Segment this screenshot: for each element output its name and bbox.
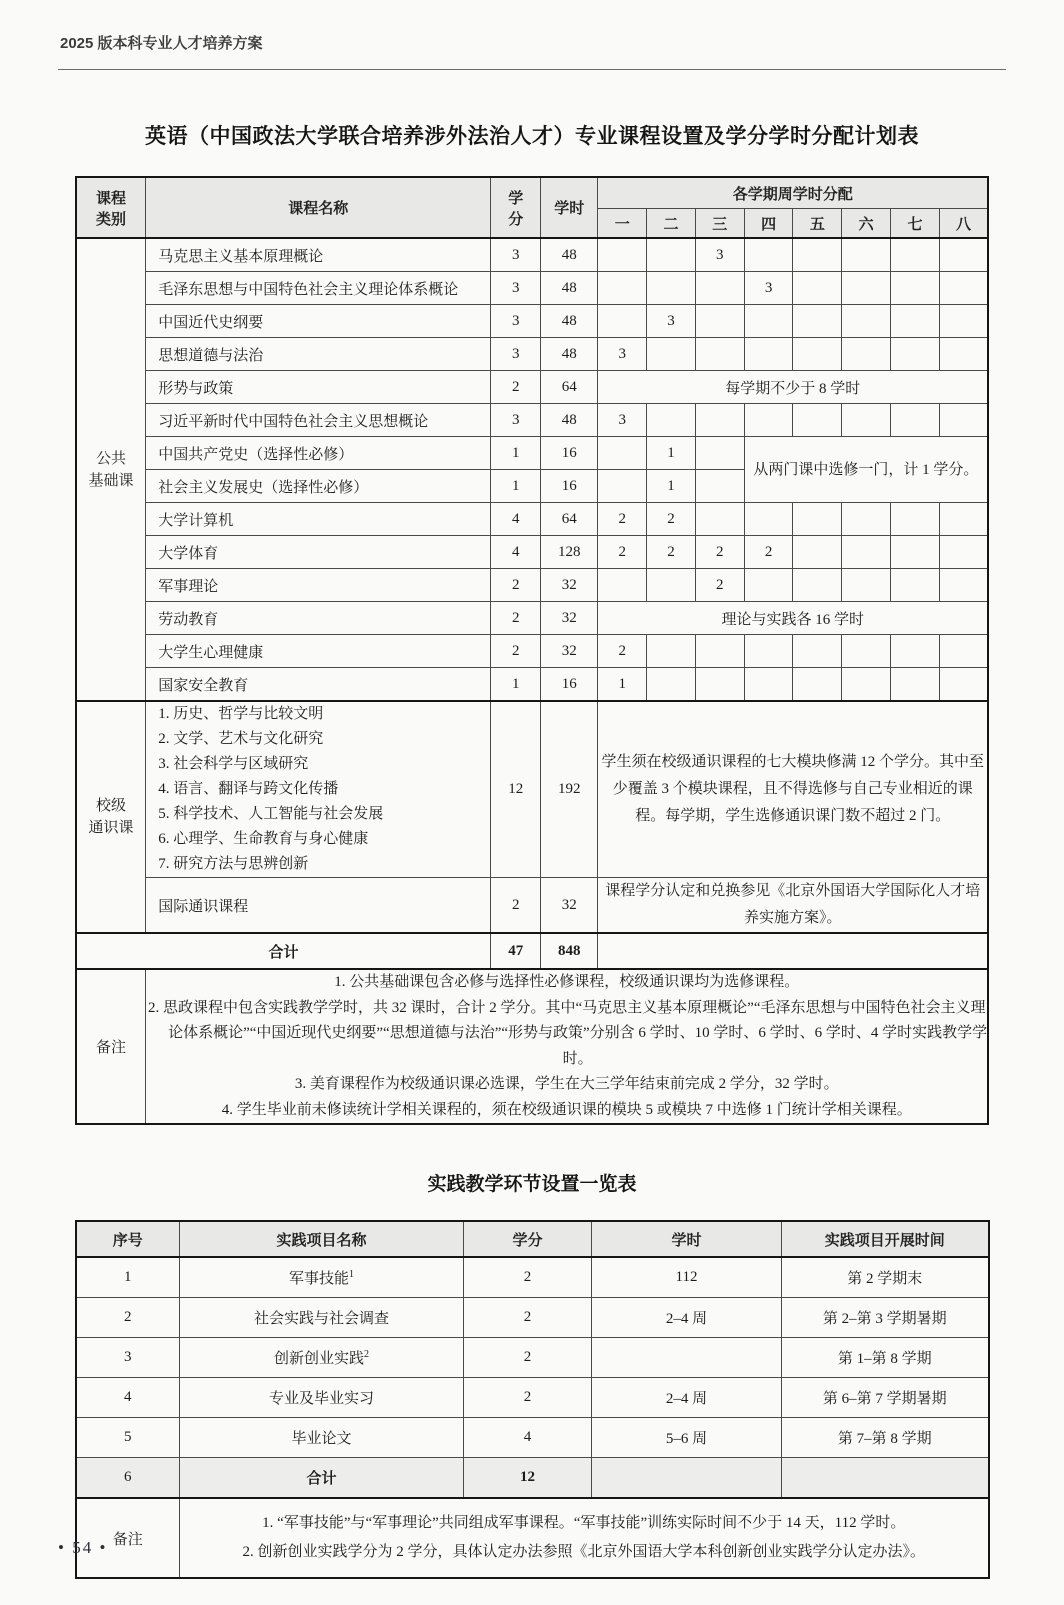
practice-row: [76, 1378, 989, 1418]
semester-cell: [598, 470, 647, 503]
hours-cell: 48: [541, 338, 598, 371]
course-name: 毛泽东思想与中国特色社会主义理论体系概论: [146, 272, 491, 305]
category-cell-general: 校级 通识课: [76, 701, 146, 933]
semester-cell: [695, 635, 744, 668]
header-credits: 学 分: [491, 177, 541, 238]
total-empty-cell: [598, 933, 988, 969]
semester-cell: 2: [647, 503, 696, 536]
header-semester-5: 五: [793, 209, 842, 239]
hours-cell: 2–4 周: [592, 1378, 782, 1418]
schedule-cell: [782, 1458, 989, 1499]
header-no: 序号: [76, 1221, 180, 1257]
category-cell-public: 公共 基础课: [76, 238, 146, 701]
credits-cell: 3: [491, 404, 541, 437]
practice-row: [76, 1257, 989, 1298]
schedule-cell: 第 6–第 7 学期暑期: [782, 1378, 989, 1418]
schedule-cell: 第 2 学期末: [782, 1257, 989, 1298]
semester-cell: [939, 238, 988, 272]
semester-cell: [939, 404, 988, 437]
hours-cell: 2–4 周: [592, 1298, 782, 1338]
hours-cell: 48: [541, 238, 598, 272]
hours-cell: 32: [541, 878, 598, 934]
credits-cell: 2: [491, 569, 541, 602]
course-name: 习近平新时代中国特色社会主义思想概论: [146, 404, 491, 437]
hours-cell: 64: [541, 371, 598, 404]
module-item: 4. 语言、翻译与跨文化传播: [158, 781, 339, 797]
hours-cell: [592, 1458, 782, 1499]
semester-cell: [744, 668, 793, 702]
total-hours: 848: [541, 933, 598, 969]
header-semester-group: 各学期周学时分配: [598, 177, 988, 209]
semester-cell: [939, 668, 988, 702]
total-credits: 47: [491, 933, 541, 969]
row-no: 2: [76, 1298, 180, 1338]
hours-cell: 16: [541, 437, 598, 470]
credits-cell: 2: [464, 1298, 592, 1338]
semester-cell: [793, 238, 842, 272]
semester-cell: [744, 404, 793, 437]
practice-table-title: 实践教学环节设置一览表: [427, 1174, 637, 1195]
course-row: [76, 635, 988, 668]
semester-cell: [744, 238, 793, 272]
project-name: 创新创业实践$^2$: [180, 1338, 464, 1378]
hours-cell: 48: [541, 305, 598, 338]
semester-cell: [744, 503, 793, 536]
semester-cell: [939, 305, 988, 338]
semester-cell: [891, 635, 940, 668]
semester-cell: 2: [598, 503, 647, 536]
curriculum-table-head: [76, 177, 988, 238]
course-name: 形势与政策: [146, 371, 491, 404]
credits-cell: 3: [491, 238, 541, 272]
course-name: 社会主义发展史（选择性必修）: [146, 470, 491, 503]
document-header-text: 2025 版本科专业人才培养方案: [60, 35, 263, 52]
semester-cell: [695, 404, 744, 437]
semester-cell: 1: [647, 470, 696, 503]
semester-cell: [939, 536, 988, 569]
course-row: [76, 305, 988, 338]
total-label: 合计: [180, 1458, 464, 1499]
semester-cell: [598, 272, 647, 305]
semester-cell: [793, 569, 842, 602]
semester-cell: [793, 305, 842, 338]
semester-cell: [647, 668, 696, 702]
hours-cell: 128: [541, 536, 598, 569]
practice-row: [76, 1298, 989, 1338]
course-name: 马克思主义基本原理概论: [146, 238, 491, 272]
module-item: 5. 科学技术、人工智能与社会发展: [158, 806, 384, 822]
course-row: [76, 602, 988, 635]
semester-cell: [793, 503, 842, 536]
semester-cell: [842, 404, 891, 437]
remarks-label: 备注: [76, 1498, 180, 1578]
course-row: [76, 404, 988, 437]
semester-cell: [842, 569, 891, 602]
footnote-mark: 1: [349, 1269, 354, 1280]
semester-cell: [647, 338, 696, 371]
hours-cell: 64: [541, 503, 598, 536]
semester-cell: 2: [598, 635, 647, 668]
semester-cell: [744, 635, 793, 668]
credits-cell: 2: [491, 635, 541, 668]
semester-cell: [793, 668, 842, 702]
hours-cell: 5–6 周: [592, 1418, 782, 1458]
credits-cell: 3: [491, 305, 541, 338]
semester-cell: [744, 305, 793, 338]
row-no: 1: [76, 1257, 180, 1298]
semester-cell: [891, 305, 940, 338]
header-category: 课程 类别: [76, 177, 146, 238]
semester-cell: 3: [647, 305, 696, 338]
credits-cell: 2: [464, 1378, 592, 1418]
course-name: 劳动教育: [146, 602, 491, 635]
hours-cell: 16: [541, 470, 598, 503]
semester-cell: 2: [647, 536, 696, 569]
hours-cell: 48: [541, 272, 598, 305]
credits-cell: 4: [464, 1418, 592, 1458]
semester-cell: 2: [598, 536, 647, 569]
semester-cell: [891, 272, 940, 305]
semester-cell: 2: [744, 536, 793, 569]
practice-row: [76, 1418, 989, 1458]
practice-total-row: [76, 1458, 989, 1499]
course-name: 中国共产党史（选择性必修）: [146, 437, 491, 470]
module-item: 7. 研究方法与思辨创新: [158, 856, 309, 872]
credits-cell: 1: [491, 437, 541, 470]
semester-cell: [842, 635, 891, 668]
schedule-cell: 第 1–第 8 学期: [782, 1338, 989, 1378]
semester-cell: [842, 338, 891, 371]
semester-cell: [695, 338, 744, 371]
semester-cell: [842, 668, 891, 702]
semester-cell: 3: [695, 238, 744, 272]
remarks-label: 备注: [76, 969, 146, 1124]
semester-cell: 2: [695, 569, 744, 602]
semester-cell: [744, 338, 793, 371]
semester-cell: [598, 437, 647, 470]
practice-remarks-row: [76, 1498, 989, 1578]
module-item: 3. 社会科学与区域研究: [158, 756, 309, 772]
course-name: 大学生心理健康: [146, 635, 491, 668]
hours-cell: [592, 1338, 782, 1378]
hours-cell: 32: [541, 635, 598, 668]
hours-cell: 112: [592, 1257, 782, 1298]
hours-cell: 32: [541, 602, 598, 635]
document-header: [58, 26, 1006, 70]
semester-cell: [793, 404, 842, 437]
remark-item: 4. 学生毕业前未修读统计学相关课程的，须在校级通识课的模块 5 或模块 7 中选修 1 门统计学相关课程。: [221, 1101, 912, 1118]
header-project-name: 实践项目名称: [180, 1221, 464, 1257]
credits-cell: 2: [491, 371, 541, 404]
row-no: 6: [76, 1458, 180, 1499]
semester-cell: [891, 668, 940, 702]
semester-cell: [647, 404, 696, 437]
semester-cell: 3: [744, 272, 793, 305]
course-row: [76, 437, 988, 470]
row-no: 3: [76, 1338, 180, 1378]
remark-item: 1. 公共基础课包含必修与选择性必修课程，校级通识课均为选修课程。: [334, 974, 800, 990]
semester-cell: [647, 569, 696, 602]
semester-cell: [939, 569, 988, 602]
semester-cell: [939, 635, 988, 668]
total-row: [76, 933, 988, 969]
project-name: 军事技能$^1$: [180, 1257, 464, 1298]
header-semester-3: 三: [695, 209, 744, 239]
semester-cell: [842, 503, 891, 536]
general-modules-row: [76, 701, 988, 878]
semester-cell: [842, 238, 891, 272]
course-row: [76, 668, 988, 702]
semester-cell: [647, 635, 696, 668]
header-semester-7: 七: [891, 209, 940, 239]
semester-cell: [793, 338, 842, 371]
header-hours: 学时: [592, 1221, 782, 1257]
course-name: 中国近代史纲要: [146, 305, 491, 338]
module-item: 6. 心理学、生命教育与身心健康: [158, 831, 369, 847]
row-no: 5: [76, 1418, 180, 1458]
curriculum-table: [75, 176, 989, 1125]
semester-cell: [695, 272, 744, 305]
semester-cell: [891, 569, 940, 602]
project-name: 社会实践与社会调查: [180, 1298, 464, 1338]
remark-item: 2. 创新创业实践学分为 2 学分，具体认定办法参照《北京外国语大学本科创新创业实践学分认定办法》。: [242, 1544, 925, 1560]
schedule-cell: 第 7–第 8 学期: [782, 1418, 989, 1458]
credits-cell: 1: [491, 668, 541, 702]
semester-cell: [891, 338, 940, 371]
schedule-cell: 第 2–第 3 学期暑期: [782, 1298, 989, 1338]
module-item: 2. 文学、艺术与文化研究: [158, 731, 324, 747]
semester-cell: [598, 238, 647, 272]
semester-cell: [744, 569, 793, 602]
semester-cell: [891, 536, 940, 569]
remark-item: 1. “军事技能”与“军事理论”共同组成军事课程。“军事技能”训练实际时间不少于 14 天，112 学时。: [262, 1515, 906, 1531]
course-row: [76, 238, 988, 272]
practice-table: [75, 1220, 990, 1579]
semester-cell: [939, 503, 988, 536]
course-row: [76, 371, 988, 404]
credits-cell: 2: [464, 1257, 592, 1298]
credits-cell: 4: [491, 503, 541, 536]
module-item: 1. 历史、哲学与比较文明: [158, 706, 324, 722]
credits-cell: 4: [491, 536, 541, 569]
semester-cell: [891, 404, 940, 437]
semester-cell: [842, 536, 891, 569]
semester-cell: [647, 238, 696, 272]
hours-cell: 192: [541, 701, 598, 878]
footnote-mark: 2: [364, 1349, 369, 1360]
total-label: 合计: [76, 933, 491, 969]
course-name: 军事理论: [146, 569, 491, 602]
remarks-content: [146, 969, 988, 1124]
credits-cell: 12: [491, 701, 541, 878]
semester-cell: 3: [598, 338, 647, 371]
remark-item: 2. 思政课程中包含实践教学学时，共 32 课时，合计 2 学分。其中“马克思主义基本原理概论”“毛泽东思想与中国特色社会主义理论体系概论”“中国近现代史纲要”“思想道德与法治”“形势与政策”分别含 6 学时、10 学时、6 学时、6 学时、4 学时实践教学学时。: [148, 999, 988, 1067]
course-name: 思想道德与法治: [146, 338, 491, 371]
semester-cell: [939, 338, 988, 371]
semester-cell: [842, 272, 891, 305]
row-no: 4: [76, 1378, 180, 1418]
credits-cell: 2: [491, 878, 541, 934]
semester-cell: [891, 503, 940, 536]
page-number: • 54 •: [58, 1538, 108, 1557]
page-title: 英语（中国政法大学联合培养涉外法治人才）专业课程设置及学分学时分配计划表: [145, 125, 919, 148]
credits-cell: 2: [464, 1338, 592, 1378]
project-name: 毕业论文: [180, 1418, 464, 1458]
general-modules-list: [146, 701, 491, 878]
course-name: 国际通识课程: [146, 878, 491, 934]
semester-cell: [647, 272, 696, 305]
credits-cell: 1: [491, 470, 541, 503]
course-row: [76, 536, 988, 569]
header-semester-2: 二: [647, 209, 696, 239]
semester-cell: [793, 536, 842, 569]
header-semester-4: 四: [744, 209, 793, 239]
semester-span-note: 每学期不少于 8 学时: [598, 371, 988, 404]
semester-cell: [793, 635, 842, 668]
intl-course-row: [76, 878, 988, 934]
remark-item: 3. 美育课程作为校级通识课必选课，学生在大三学年结束前完成 2 学分，32 学时。: [294, 1076, 839, 1092]
semester-cell: [598, 569, 647, 602]
semester-cell: [891, 238, 940, 272]
semester-cell: [598, 305, 647, 338]
course-row: [76, 272, 988, 305]
hours-cell: 16: [541, 668, 598, 702]
semester-cell: [939, 272, 988, 305]
header-semester-6: 六: [842, 209, 891, 239]
practice-remarks-content: [180, 1498, 989, 1578]
elective-note-cell: 从两门课中选修一门，计 1 学分。: [744, 437, 988, 503]
project-name: 专业及毕业实习: [180, 1378, 464, 1418]
credits-cell: 3: [491, 338, 541, 371]
header-credits: 学分: [464, 1221, 592, 1257]
semester-cell: [695, 305, 744, 338]
hours-cell: 48: [541, 404, 598, 437]
credits-cell: 3: [491, 272, 541, 305]
semester-cell: [695, 437, 744, 470]
header-course-name: 课程名称: [146, 177, 491, 238]
remarks-row: [76, 969, 988, 1124]
header-semester-8: 八: [939, 209, 988, 239]
semester-span-note: 理论与实践各 16 学时: [598, 602, 988, 635]
semester-cell: [695, 503, 744, 536]
course-name: 大学计算机: [146, 503, 491, 536]
semester-cell: 1: [598, 668, 647, 702]
semester-cell: 1: [647, 437, 696, 470]
semester-cell: [695, 470, 744, 503]
total-credits: 12: [464, 1458, 592, 1499]
course-row: [76, 569, 988, 602]
semester-cell: 2: [695, 536, 744, 569]
practice-table-head: [76, 1221, 989, 1257]
header-schedule: 实践项目开展时间: [782, 1221, 989, 1257]
course-name: 大学体育: [146, 536, 491, 569]
header-hours: 学时: [541, 177, 598, 238]
credits-cell: 2: [491, 602, 541, 635]
hours-cell: 32: [541, 569, 598, 602]
header-semester-1: 一: [598, 209, 647, 239]
course-name: 国家安全教育: [146, 668, 491, 702]
semester-cell: [695, 668, 744, 702]
semester-cell: [793, 272, 842, 305]
semester-cell: 3: [598, 404, 647, 437]
semester-cell: [842, 305, 891, 338]
practice-row: [76, 1338, 989, 1378]
course-row: [76, 503, 988, 536]
course-row: [76, 338, 988, 371]
intl-course-note: 课程学分认定和兑换参见《北京外国语大学国际化人才培养实施方案》。: [598, 878, 988, 934]
general-modules-note: 学生须在校级通识课程的七大模块修满 12 个学分。其中至少覆盖 3 个模块课程，且不得选修与自己专业相近的课程。每学期，学生选修通识课门数不超过 2 门。: [598, 701, 988, 878]
